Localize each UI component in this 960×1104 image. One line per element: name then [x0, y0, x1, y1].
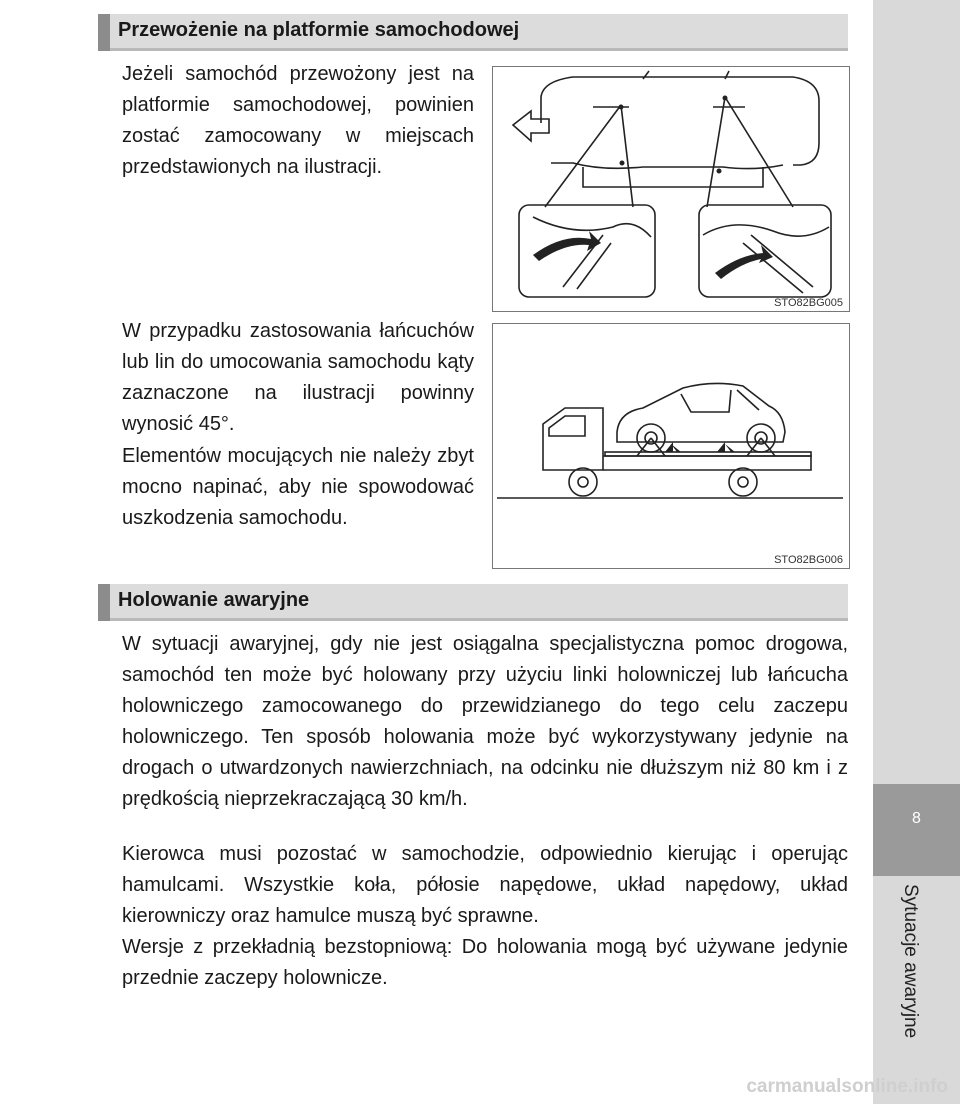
chapter-title: Sytuacje awaryjne [900, 884, 921, 1039]
towing-paragraph-1: W sytuacji awaryjnej, gdy nie jest osiągalna specjalistyczna pomoc drogowa, samochód ten może być holowany przy użyciu linki holowniczej lub łańcucha holowniczego zamocowanego do przewidzianego do tego celu zaczepu holowniczego. Ten sposób holowania może być wykorzystywany jedynie na drogach o utwardzonych nawierzchniach, na odcinku nie dłuższym niż 80 km i z prędkością nieprzekraczającą 30 km/h. [122, 633, 848, 810]
towing-paragraph-2: Kierowca musi pozostać w samochodzie, odpowiednio kierując i operując hamulcami. Wszystkie koła, półosie napędowe, układ napędowy, układ kierowniczy oraz hamulce muszą być sprawne. [122, 843, 848, 927]
figure1-code: STO82BG005 [774, 297, 843, 309]
towing-paragraph-3: Wersje z przekładnią bezstopniową: Do holowania mogą być używane jedynie przednie zaczepy holownicze. [122, 936, 848, 989]
tie-down-points-illustration [493, 67, 849, 311]
platform-paragraph-3: Elementów mocujących nie należy zbyt mocno napinać, aby nie spowodować uszkodzenia samochodu. [122, 445, 474, 529]
figure2-code: STO82BG006 [774, 554, 843, 566]
watermark: carmanualsonline.info [746, 1076, 948, 1097]
platform-paragraph-2: W przypadku zastosowania łańcuchów lub lin do umocowania samochodu kąty zaznaczone na ilustracji powinny wynosić 45°. [122, 320, 474, 435]
platform-paragraph-1: Jeżeli samochód przewożony jest na platformie samochodowej, powinien zostać zamocowany w miejscach przedstawionych na ilustracji. [122, 63, 474, 178]
tie-down-points-figure [492, 66, 850, 312]
chapter-number-tab [873, 784, 960, 876]
truck-transport-figure [492, 323, 850, 569]
truck-transport-illustration [493, 324, 849, 568]
section-header-emergency-towing: Holowanie awaryjne [98, 584, 848, 621]
chapter-number: 8 [912, 810, 921, 827]
section-header-platform: Przewożenie na platformie samochodowej [98, 14, 848, 51]
